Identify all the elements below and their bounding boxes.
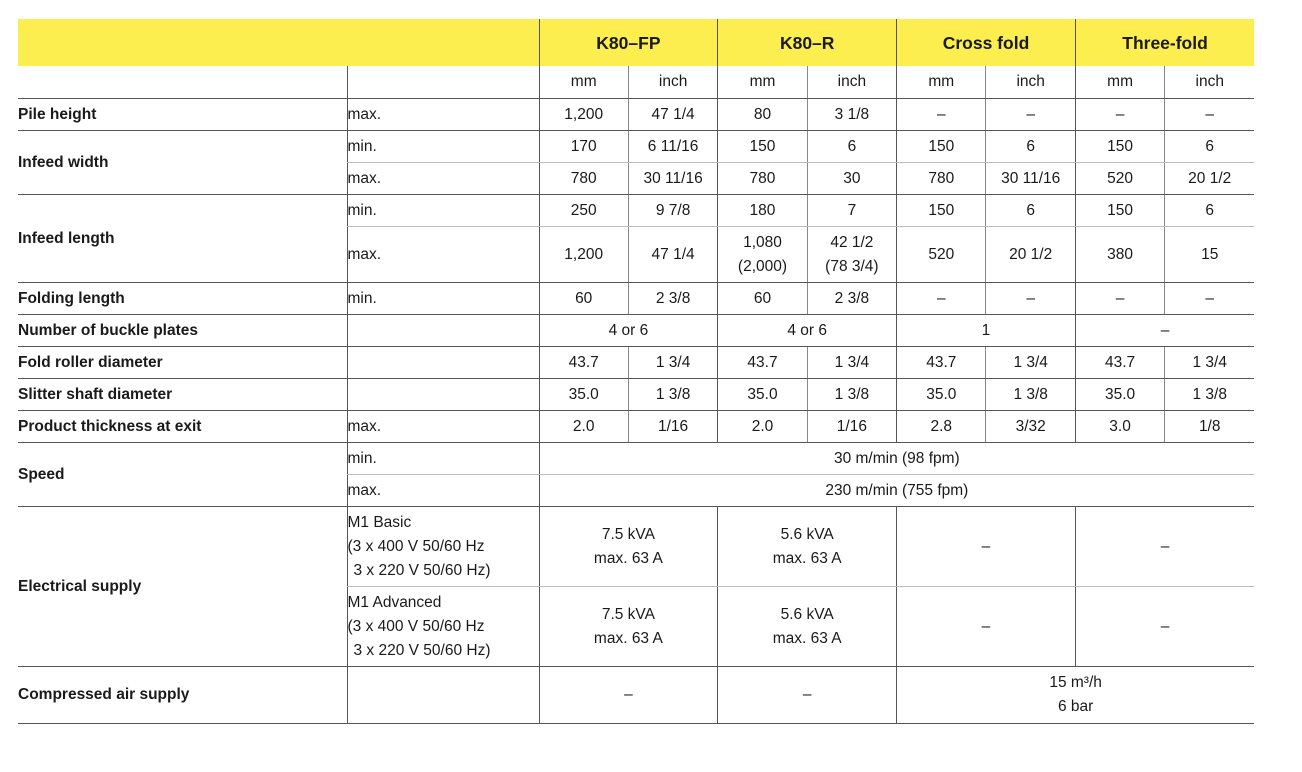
value-cell: 80	[718, 99, 807, 131]
value-cell: –	[1075, 587, 1254, 667]
row-sublabel	[347, 379, 539, 411]
unit-cell: inch	[807, 66, 896, 99]
value-line: max. 63 A	[772, 629, 842, 647]
value-line: 42 1/2	[830, 233, 874, 251]
row-pile-height	[18, 99, 1254, 131]
row-infeed-length-min	[18, 195, 1254, 227]
row-label: Infeed length	[18, 195, 347, 283]
sublabel-line: 3 x 220 V 50/60 Hz)	[353, 641, 491, 659]
value-cell: 1 3/4	[628, 347, 717, 379]
row-label: Product thickness at exit	[18, 411, 347, 443]
header-cross-fold: Cross fold	[897, 19, 1076, 66]
value-cell: –	[718, 667, 897, 724]
value-cell: 1 3/8	[628, 379, 717, 411]
value-cell: –	[986, 99, 1075, 131]
row-label: Pile height	[18, 99, 347, 131]
unit-cell: mm	[718, 66, 807, 99]
value-cell: 180	[718, 195, 807, 227]
value-cell: –	[897, 99, 986, 131]
value-cell: 3 1/8	[807, 99, 896, 131]
value-cell: 47 1/4	[628, 99, 717, 131]
header-k80-fp: K80–FP	[539, 19, 718, 66]
value-cell: –	[897, 283, 986, 315]
value-line: 7.5 kVA	[601, 605, 655, 623]
value-line: (2,000)	[737, 257, 788, 275]
row-sublabel	[347, 315, 539, 347]
value-cell: 43.7	[539, 347, 628, 379]
row-sublabel	[347, 587, 539, 667]
row-sublabel	[347, 347, 539, 379]
row-label: Slitter shaft diameter	[18, 379, 347, 411]
row-sublabel	[347, 507, 539, 587]
value-cell: 2 3/8	[628, 283, 717, 315]
value-cell: 780	[539, 163, 628, 195]
value-line: 15 m³/h	[1049, 674, 1102, 691]
row-sublabel: max.	[347, 227, 539, 283]
value-cell: 2.0	[539, 411, 628, 443]
row-label: Infeed width	[18, 131, 347, 195]
units-row	[18, 66, 1254, 99]
sublabel-line: 3 x 220 V 50/60 Hz)	[353, 561, 491, 579]
value-cell	[897, 667, 1255, 724]
value-cell: –	[1075, 99, 1164, 131]
value-cell: 170	[539, 131, 628, 163]
row-sublabel	[347, 667, 539, 724]
value-cell: 2 3/8	[807, 283, 896, 315]
row-sublabel: max.	[347, 163, 539, 195]
row-sublabel: min.	[347, 195, 539, 227]
value-cell: 230 m/min (755 fpm)	[539, 475, 1254, 507]
value-cell: 1/16	[807, 411, 896, 443]
value-cell: –	[1165, 283, 1254, 315]
value-cell: 1 3/8	[1165, 379, 1254, 411]
value-cell: –	[1075, 315, 1254, 347]
value-line: 5.6 kVA	[780, 525, 834, 543]
row-sublabel: min.	[347, 283, 539, 315]
value-cell: 6	[986, 195, 1075, 227]
value-cell: 1	[897, 315, 1076, 347]
row-folding-length	[18, 283, 1254, 315]
value-cell: –	[1165, 99, 1254, 131]
header-k80-r: K80–R	[718, 19, 897, 66]
value-cell: 43.7	[897, 347, 986, 379]
value-cell: 43.7	[1075, 347, 1164, 379]
value-cell: 150	[1075, 195, 1164, 227]
unit-cell: mm	[539, 66, 628, 99]
value-cell: 35.0	[897, 379, 986, 411]
value-cell: 1/8	[1165, 411, 1254, 443]
unit-cell: inch	[986, 66, 1075, 99]
value-cell: 6	[986, 131, 1075, 163]
value-cell: 35.0	[1075, 379, 1164, 411]
value-cell	[718, 507, 897, 587]
value-cell: 520	[897, 227, 986, 283]
sublabel-line: M1 Basic	[347, 513, 412, 531]
sublabel-line: (3 x 400 V 50/60 Hz	[347, 617, 485, 635]
row-compressed-air	[18, 667, 1254, 724]
value-cell: –	[897, 587, 1076, 667]
value-cell: 150	[1075, 131, 1164, 163]
row-label: Compressed air supply	[18, 667, 347, 724]
value-cell: –	[986, 283, 1075, 315]
value-line: 1,080	[743, 233, 782, 251]
value-cell: –	[1075, 507, 1254, 587]
value-cell: 780	[718, 163, 807, 195]
value-line: 6 bar	[1057, 698, 1094, 715]
header-three-fold: Three-fold	[1075, 19, 1254, 66]
value-cell: 60	[718, 283, 807, 315]
row-label: Fold roller diameter	[18, 347, 347, 379]
sublabel-line: (3 x 400 V 50/60 Hz	[347, 537, 485, 555]
sublabel-line: M1 Advanced	[347, 593, 442, 611]
unit-cell: mm	[897, 66, 986, 99]
value-cell: 1 3/4	[1165, 347, 1254, 379]
value-cell: 1,200	[539, 99, 628, 131]
header-blank-sub	[347, 19, 539, 66]
value-cell: 1 3/8	[986, 379, 1075, 411]
value-cell: 6	[807, 131, 896, 163]
value-line: (78 3/4)	[825, 257, 879, 275]
value-cell	[718, 587, 897, 667]
value-cell: 1 3/4	[807, 347, 896, 379]
value-cell: 2.0	[718, 411, 807, 443]
value-cell: 1 3/8	[807, 379, 896, 411]
row-sublabel: min.	[347, 443, 539, 475]
unit-cell: inch	[1165, 66, 1254, 99]
unit-cell: inch	[628, 66, 717, 99]
value-cell: 30 11/16	[628, 163, 717, 195]
value-cell: 4 or 6	[718, 315, 897, 347]
value-line: max. 63 A	[772, 549, 842, 567]
value-cell: 15	[1165, 227, 1254, 283]
row-label: Folding length	[18, 283, 347, 315]
value-cell: 1,200	[539, 227, 628, 283]
value-cell: –	[1075, 283, 1164, 315]
value-cell: 2.8	[897, 411, 986, 443]
value-cell: 30 m/min (98 fpm)	[539, 443, 1254, 475]
header-row	[18, 19, 1254, 66]
row-sublabel: min.	[347, 131, 539, 163]
value-cell: 6	[1165, 131, 1254, 163]
value-cell: 20 1/2	[986, 227, 1075, 283]
row-label: Speed	[18, 443, 347, 507]
row-electrical-basic	[18, 507, 1254, 587]
value-cell: 6	[1165, 195, 1254, 227]
row-sublabel: max.	[347, 411, 539, 443]
units-blank-sub	[347, 66, 539, 99]
row-label: Number of buckle plates	[18, 315, 347, 347]
value-line: 5.6 kVA	[780, 605, 834, 623]
row-buckle-plates	[18, 315, 1254, 347]
value-cell: –	[539, 667, 718, 724]
value-cell: 35.0	[539, 379, 628, 411]
units-blank	[18, 66, 347, 99]
value-cell: 6 11/16	[628, 131, 717, 163]
value-cell	[807, 227, 896, 283]
value-cell: 30	[807, 163, 896, 195]
value-cell: 20 1/2	[1165, 163, 1254, 195]
row-infeed-width-min	[18, 131, 1254, 163]
value-cell: 43.7	[718, 347, 807, 379]
value-cell: 380	[1075, 227, 1164, 283]
unit-cell: mm	[1075, 66, 1164, 99]
header-blank	[18, 19, 347, 66]
value-cell: 3.0	[1075, 411, 1164, 443]
value-cell	[718, 227, 807, 283]
row-sublabel: max.	[347, 99, 539, 131]
value-cell: 60	[539, 283, 628, 315]
value-cell: 780	[897, 163, 986, 195]
value-cell: 3/32	[986, 411, 1075, 443]
value-cell: 150	[897, 195, 986, 227]
row-label: Electrical supply	[18, 507, 347, 667]
value-cell: 150	[718, 131, 807, 163]
value-cell: 1/16	[628, 411, 717, 443]
value-cell: 4 or 6	[539, 315, 718, 347]
row-fold-roller	[18, 347, 1254, 379]
value-cell: 520	[1075, 163, 1164, 195]
value-cell	[539, 507, 718, 587]
row-slitter-shaft	[18, 379, 1254, 411]
value-cell	[539, 587, 718, 667]
spec-table	[18, 19, 1254, 724]
row-speed-min	[18, 443, 1254, 475]
value-cell: –	[897, 507, 1076, 587]
value-line: 7.5 kVA	[601, 525, 655, 543]
value-cell: 30 11/16	[986, 163, 1075, 195]
value-line: max. 63 A	[593, 629, 663, 647]
value-cell: 9 7/8	[628, 195, 717, 227]
value-cell: 150	[897, 131, 986, 163]
value-cell: 1 3/4	[986, 347, 1075, 379]
value-cell: 35.0	[718, 379, 807, 411]
value-cell: 47 1/4	[628, 227, 717, 283]
row-product-thickness	[18, 411, 1254, 443]
value-cell: 250	[539, 195, 628, 227]
value-cell: 7	[807, 195, 896, 227]
value-line: max. 63 A	[593, 549, 663, 567]
row-sublabel: max.	[347, 475, 539, 507]
